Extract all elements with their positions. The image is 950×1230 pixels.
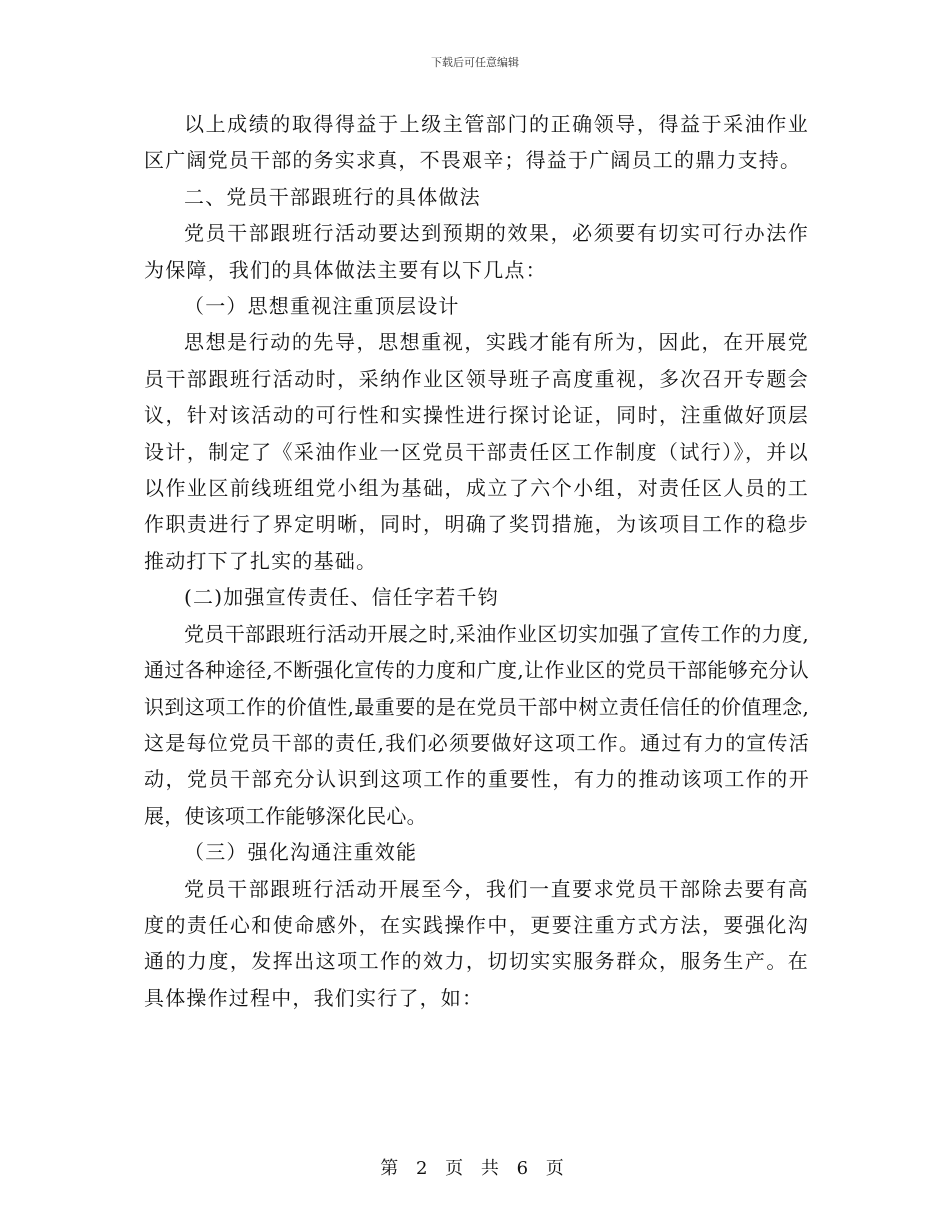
page-header: 下载后可任意编辑 [431,56,519,69]
paragraph-achievements: 以上成绩的取得得益于上级主管部门的正确领导，得益于采油作业区广阔党员干部的务实求真，不畏艰辛；得益于广阔员工的鼎力支持。 [144,112,809,173]
page-number-footer: 第 2 页 共 6 页 [380,1158,570,1179]
paragraph-publicity: 党员干部跟班行活动开展之时,采油作业区切实加强了宣传工作的力度,通过各种途径,不断强化宣传的力度和广度,让作业区的党员干部能够充分认识到这项工作的价值性,最重要的是在党员干部中树立责任信任的价值理念,这是每位党员干部的责任,我们必须要做好这项工作。通过有力的宣传活动，党员干部充分认识到这项工作的重要性，有力的推动该项工作的开展，使该项工作能够深化民心。 [144,621,809,828]
paragraph-communication: 党员干部跟班行活动开展至今，我们一直要求党员干部除去要有高度的责任心和使命感外，在实践操作中，更要注重方式方法，要强化沟通的力度，发挥出这项工作的效力，切切实实服务群众，服务生产。在具体操作过程中，我们实行了，如： [144,876,809,1010]
section-heading-methods: 二、党员干部跟班行的具体做法 [184,184,481,209]
document-body [144,106,809,1016]
paragraph-methods-intro: 党员干部跟班行活动要达到预期的效果，必须要有切实可行办法作为保障，我们的具体做法主要有以下几点： [144,221,809,282]
paragraph-top-level-design: 思想是行动的先导，思想重视，实践才能有所为，因此，在开展党员干部跟班行活动时，采纳作业区领导班子高度重视，多次召开专题会议，针对该活动的可行性和实操性进行探讨论证，同时，注重做好顶层设计，制定了《采油作业一区党员干部责任区工作制度（试行）》，并以以作业区前线班组党小组为基础，成立了六个小组，对责任区人员的工作职责进行了界定明晰，同时，明确了奖罚措施，为该项目工作的稳步推动打下了扎实的基础。 [144,330,809,573]
subheading-top-level-design: （一）思想重视注重顶层设计 [184,294,460,319]
subheading-communication: （三）强化沟通注重效能 [184,840,418,865]
subheading-publicity: (二)加强宣传责任、信任字若千钧 [184,585,499,610]
